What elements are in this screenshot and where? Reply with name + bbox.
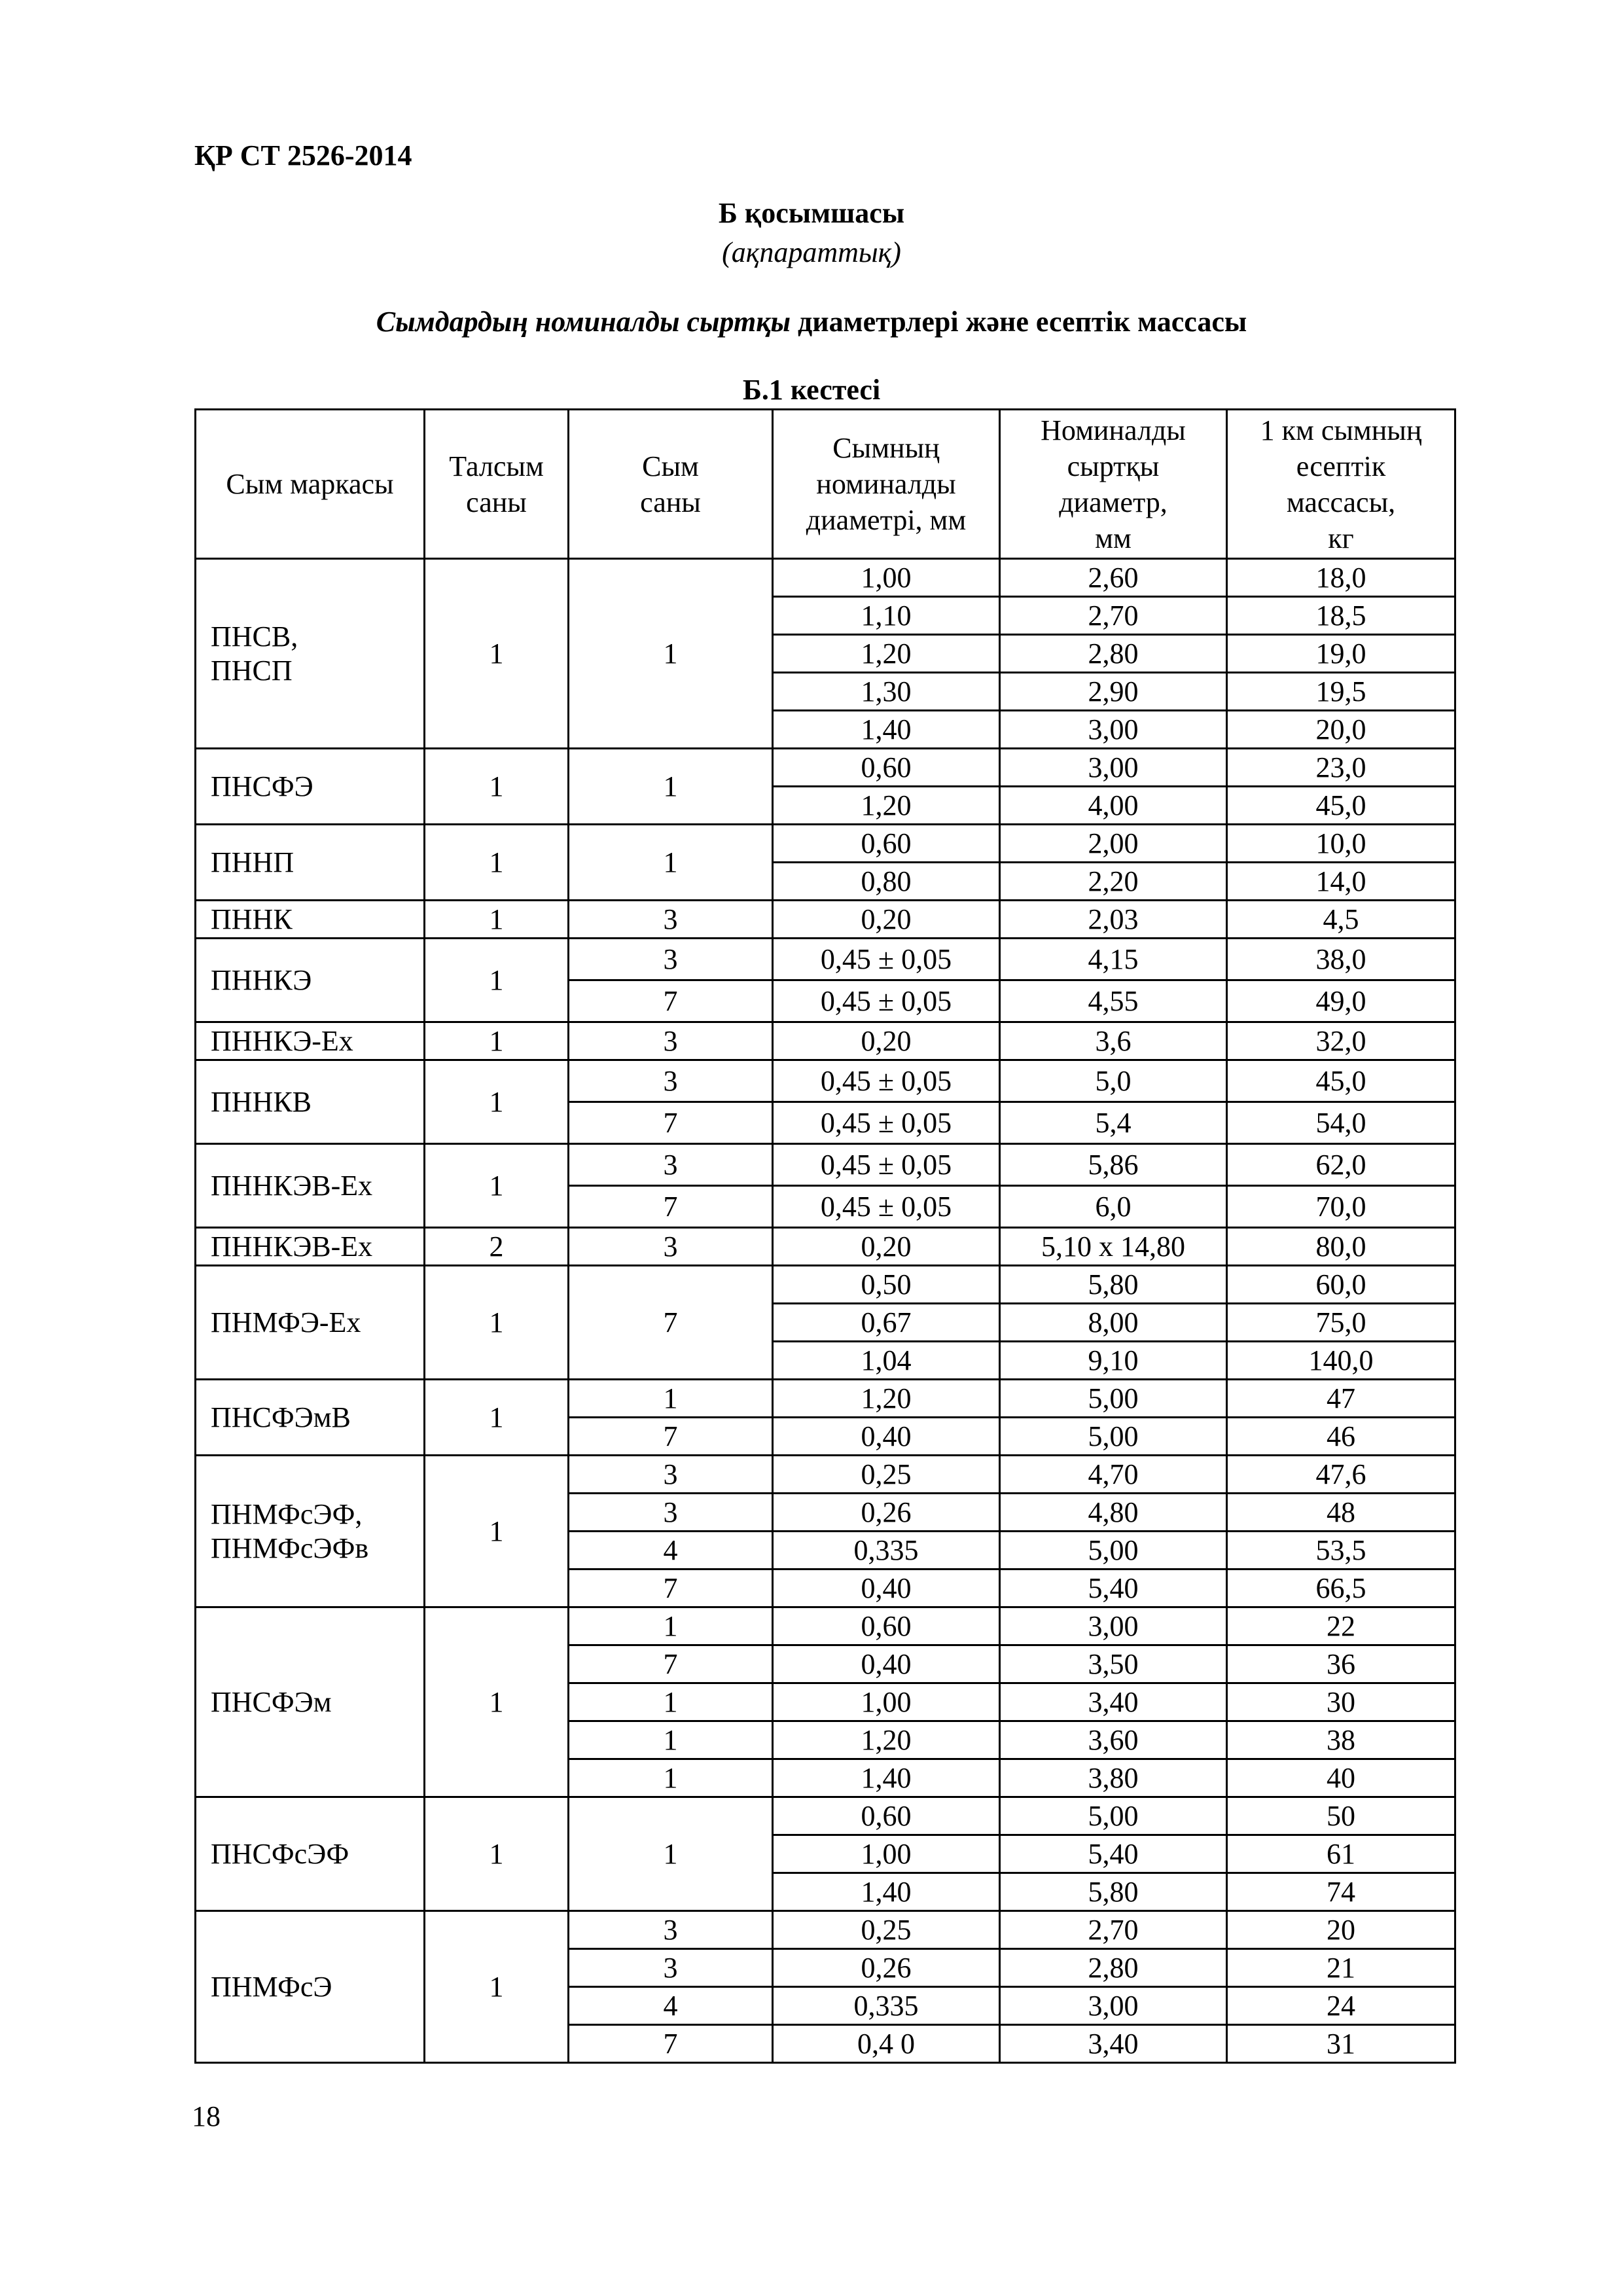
header-wires xyxy=(569,410,773,559)
cell-mass: 32,0 xyxy=(1227,1022,1455,1060)
header-outer-diameter xyxy=(1000,410,1227,559)
cell-wire-diameter: 0,45 ± 0,05 xyxy=(773,939,1000,980)
cell-outer-diameter: 2,60 xyxy=(1000,559,1227,597)
cell-wires: 3 xyxy=(569,1494,773,1532)
cell-outer-diameter: 3,00 xyxy=(1000,1607,1227,1645)
cell-wires: 1 xyxy=(569,1607,773,1645)
table-row xyxy=(196,1022,1455,1060)
cell-outer-diameter: 5,00 xyxy=(1000,1532,1227,1570)
cell-mass: 48 xyxy=(1227,1494,1455,1532)
cell-mass: 61 xyxy=(1227,1835,1455,1873)
cell-wire-diameter: 0,45 ± 0,05 xyxy=(773,980,1000,1022)
cell-wire-diameter: 0,4 0 xyxy=(773,2025,1000,2063)
table-row xyxy=(196,1380,1455,1418)
cell-mass: 21 xyxy=(1227,1949,1455,1987)
table-row xyxy=(196,939,1455,980)
cell-wires: 7 xyxy=(569,1645,773,1683)
title-bold-part: диаметрлері және есептік массасы xyxy=(798,306,1247,338)
cell-outer-diameter: 2,03 xyxy=(1000,901,1227,939)
cell-mass: 47 xyxy=(1227,1380,1455,1418)
cell-mass: 14,0 xyxy=(1227,863,1455,901)
cell-wire-diameter: 1,20 xyxy=(773,1721,1000,1759)
cell-outer-diameter: 5,00 xyxy=(1000,1418,1227,1456)
cell-brand xyxy=(196,1022,425,1060)
cell-wires: 1 xyxy=(569,749,773,825)
cell-wire-diameter: 0,40 xyxy=(773,1645,1000,1683)
cell-mass: 22 xyxy=(1227,1607,1455,1645)
cell-mass: 10,0 xyxy=(1227,825,1455,863)
header-line: мм xyxy=(1095,522,1132,554)
cell-mass: 54,0 xyxy=(1227,1102,1455,1144)
cell-wires: 3 xyxy=(569,1022,773,1060)
brand-line: ПНМФсЭ xyxy=(211,1970,332,2003)
cell-wire-diameter: 1,30 xyxy=(773,673,1000,711)
cell-mass: 80,0 xyxy=(1227,1228,1455,1266)
cell-brand xyxy=(196,1060,425,1144)
cell-brand xyxy=(196,901,425,939)
brand-line: ПННКЭВ-Ех xyxy=(211,1230,373,1263)
cell-wire-diameter: 0,60 xyxy=(773,1607,1000,1645)
cell-brand xyxy=(196,1797,425,1911)
cell-outer-diameter: 5,4 xyxy=(1000,1102,1227,1144)
cell-wire-diameter: 1,00 xyxy=(773,559,1000,597)
cell-mass: 4,5 xyxy=(1227,901,1455,939)
table-row xyxy=(196,901,1455,939)
cell-wires: 1 xyxy=(569,559,773,749)
cell-wires: 7 xyxy=(569,1102,773,1144)
header-strands xyxy=(425,410,569,559)
cell-outer-diameter: 2,20 xyxy=(1000,863,1227,901)
cell-brand xyxy=(196,825,425,901)
brand-line: ПННКЭВ-Ех xyxy=(211,1169,373,1202)
cell-mass: 60,0 xyxy=(1227,1266,1455,1304)
header-line: 1 км сымның xyxy=(1260,414,1422,446)
table-row xyxy=(196,1797,1455,1835)
annex-title: Б қосымшасы xyxy=(718,197,905,229)
cell-wires: 3 xyxy=(569,1456,773,1494)
cell-wire-diameter: 0,45 ± 0,05 xyxy=(773,1144,1000,1186)
cell-mass: 66,5 xyxy=(1227,1570,1455,1607)
table-row xyxy=(196,825,1455,863)
cell-strands: 1 xyxy=(425,1607,569,1797)
cell-mass: 47,6 xyxy=(1227,1456,1455,1494)
cell-brand xyxy=(196,559,425,749)
cell-wires: 1 xyxy=(569,825,773,901)
cell-strands: 1 xyxy=(425,559,569,749)
cell-wire-diameter: 0,50 xyxy=(773,1266,1000,1304)
cell-wires: 4 xyxy=(569,1987,773,2025)
brand-line: ПНСВ, xyxy=(211,620,298,653)
cell-mass: 75,0 xyxy=(1227,1304,1455,1342)
cell-strands: 1 xyxy=(425,1022,569,1060)
cell-outer-diameter: 5,80 xyxy=(1000,1873,1227,1911)
cell-mass: 70,0 xyxy=(1227,1186,1455,1228)
cell-strands: 1 xyxy=(425,1380,569,1456)
header-line: саны xyxy=(466,486,527,518)
cell-wire-diameter: 0,45 ± 0,05 xyxy=(773,1186,1000,1228)
cell-wires: 4 xyxy=(569,1532,773,1570)
header-line: Талсым xyxy=(449,450,544,482)
cell-wire-diameter: 1,20 xyxy=(773,787,1000,825)
wire-diameter-mass-table xyxy=(194,408,1456,2064)
cell-brand xyxy=(196,939,425,1022)
brand-line: ПННКЭ-Ех xyxy=(211,1024,353,1057)
annex-type: (ақпараттық) xyxy=(722,236,901,268)
cell-mass: 50 xyxy=(1227,1797,1455,1835)
brand-line: ПННКВ xyxy=(211,1085,312,1118)
cell-brand xyxy=(196,1911,425,2063)
header-line: есептік xyxy=(1296,450,1386,482)
cell-wires: 3 xyxy=(569,1060,773,1102)
table-header-row xyxy=(196,410,1455,559)
header-line: сыртқы xyxy=(1067,450,1160,482)
cell-wire-diameter: 1,20 xyxy=(773,1380,1000,1418)
cell-wires: 3 xyxy=(569,1228,773,1266)
cell-wire-diameter: 0,20 xyxy=(773,1022,1000,1060)
cell-outer-diameter: 3,40 xyxy=(1000,2025,1227,2063)
cell-mass: 18,5 xyxy=(1227,597,1455,635)
cell-mass: 62,0 xyxy=(1227,1144,1455,1186)
cell-outer-diameter: 2,90 xyxy=(1000,673,1227,711)
cell-outer-diameter: 5,00 xyxy=(1000,1797,1227,1835)
cell-outer-diameter: 5,86 xyxy=(1000,1144,1227,1186)
cell-wire-diameter: 0,20 xyxy=(773,1228,1000,1266)
cell-outer-diameter: 4,15 xyxy=(1000,939,1227,980)
cell-outer-diameter: 2,70 xyxy=(1000,597,1227,635)
header-line: саны xyxy=(640,486,701,518)
cell-strands: 1 xyxy=(425,1144,569,1228)
cell-wire-diameter: 1,40 xyxy=(773,1759,1000,1797)
cell-mass: 53,5 xyxy=(1227,1532,1455,1570)
cell-mass: 24 xyxy=(1227,1987,1455,2025)
cell-strands: 1 xyxy=(425,825,569,901)
cell-wire-diameter: 1,10 xyxy=(773,597,1000,635)
cell-outer-diameter: 5,40 xyxy=(1000,1570,1227,1607)
cell-wire-diameter: 0,67 xyxy=(773,1304,1000,1342)
cell-outer-diameter: 3,00 xyxy=(1000,1987,1227,2025)
cell-wire-diameter: 0,25 xyxy=(773,1456,1000,1494)
cell-wires: 1 xyxy=(569,1759,773,1797)
table-row xyxy=(196,1911,1455,1949)
cell-wire-diameter: 0,25 xyxy=(773,1911,1000,1949)
cell-wire-diameter: 1,04 xyxy=(773,1342,1000,1380)
table-row xyxy=(196,1060,1455,1102)
cell-wire-diameter: 1,20 xyxy=(773,635,1000,673)
table-caption: Б.1 кестесі xyxy=(742,374,881,406)
cell-wires: 1 xyxy=(569,1380,773,1418)
cell-mass: 40 xyxy=(1227,1759,1455,1797)
cell-mass: 19,0 xyxy=(1227,635,1455,673)
standard-code: ҚР СТ 2526-2014 xyxy=(194,139,412,171)
cell-outer-diameter: 3,40 xyxy=(1000,1683,1227,1721)
brand-line: ПНСП xyxy=(211,654,293,687)
cell-mass: 36 xyxy=(1227,1645,1455,1683)
brand-line: ПННКЭ xyxy=(211,963,312,996)
header-mass xyxy=(1227,410,1455,559)
cell-wires: 3 xyxy=(569,901,773,939)
cell-wires: 3 xyxy=(569,939,773,980)
cell-outer-diameter: 5,80 xyxy=(1000,1266,1227,1304)
table-row xyxy=(196,1228,1455,1266)
cell-mass: 19,5 xyxy=(1227,673,1455,711)
cell-wires: 7 xyxy=(569,1186,773,1228)
cell-outer-diameter: 3,50 xyxy=(1000,1645,1227,1683)
cell-wire-diameter: 0,40 xyxy=(773,1418,1000,1456)
cell-wire-diameter: 0,60 xyxy=(773,825,1000,863)
cell-outer-diameter: 5,00 xyxy=(1000,1380,1227,1418)
cell-wire-diameter: 0,26 xyxy=(773,1494,1000,1532)
cell-wires: 7 xyxy=(569,1266,773,1380)
brand-line: ПННК xyxy=(211,903,293,935)
cell-brand xyxy=(196,1456,425,1607)
cell-wire-diameter: 0,40 xyxy=(773,1570,1000,1607)
cell-wires: 3 xyxy=(569,1911,773,1949)
cell-mass: 45,0 xyxy=(1227,787,1455,825)
cell-wire-diameter: 0,26 xyxy=(773,1949,1000,1987)
header-line: диаметрі, мм xyxy=(806,504,967,536)
cell-mass: 23,0 xyxy=(1227,749,1455,787)
cell-outer-diameter: 6,0 xyxy=(1000,1186,1227,1228)
cell-mass: 46 xyxy=(1227,1418,1455,1456)
brand-line: ПНМФЭ-Ех xyxy=(211,1306,361,1338)
cell-wires: 7 xyxy=(569,1570,773,1607)
document-title xyxy=(0,302,1623,342)
cell-mass: 18,0 xyxy=(1227,559,1455,597)
title-italic-part: Сымдардың номиналды сыртқы xyxy=(376,306,791,338)
cell-wire-diameter: 0,80 xyxy=(773,863,1000,901)
cell-outer-diameter: 3,80 xyxy=(1000,1759,1227,1797)
cell-wires: 7 xyxy=(569,980,773,1022)
cell-wires: 1 xyxy=(569,1721,773,1759)
cell-outer-diameter: 3,6 xyxy=(1000,1022,1227,1060)
cell-strands: 1 xyxy=(425,901,569,939)
brand-line: ПННП xyxy=(211,846,294,878)
cell-outer-diameter: 2,80 xyxy=(1000,635,1227,673)
cell-outer-diameter: 4,70 xyxy=(1000,1456,1227,1494)
cell-brand xyxy=(196,1380,425,1456)
cell-wire-diameter: 0,335 xyxy=(773,1987,1000,2025)
cell-brand xyxy=(196,1607,425,1797)
header-line: диаметр, xyxy=(1059,486,1168,518)
cell-mass: 45,0 xyxy=(1227,1060,1455,1102)
cell-strands: 1 xyxy=(425,1266,569,1380)
page-number: 18 xyxy=(192,2100,221,2132)
cell-outer-diameter: 8,00 xyxy=(1000,1304,1227,1342)
cell-strands: 2 xyxy=(425,1228,569,1266)
cell-brand xyxy=(196,1144,425,1228)
header-line: Сымның xyxy=(832,432,940,464)
cell-mass: 20 xyxy=(1227,1911,1455,1949)
cell-outer-diameter: 2,70 xyxy=(1000,1911,1227,1949)
header-line: Сым xyxy=(642,450,699,482)
cell-wire-diameter: 0,60 xyxy=(773,1797,1000,1835)
cell-mass: 30 xyxy=(1227,1683,1455,1721)
cell-wire-diameter: 0,335 xyxy=(773,1532,1000,1570)
cell-wires: 3 xyxy=(569,1144,773,1186)
cell-outer-diameter: 5,40 xyxy=(1000,1835,1227,1873)
cell-brand xyxy=(196,749,425,825)
cell-strands: 1 xyxy=(425,1797,569,1911)
cell-outer-diameter: 3,60 xyxy=(1000,1721,1227,1759)
cell-wire-diameter: 1,40 xyxy=(773,711,1000,749)
cell-mass: 38 xyxy=(1227,1721,1455,1759)
cell-wire-diameter: 0,20 xyxy=(773,901,1000,939)
cell-mass: 20,0 xyxy=(1227,711,1455,749)
cell-brand xyxy=(196,1228,425,1266)
cell-mass: 49,0 xyxy=(1227,980,1455,1022)
cell-outer-diameter: 3,00 xyxy=(1000,711,1227,749)
cell-outer-diameter: 4,00 xyxy=(1000,787,1227,825)
cell-strands: 1 xyxy=(425,939,569,1022)
cell-outer-diameter: 9,10 xyxy=(1000,1342,1227,1380)
cell-outer-diameter: 5,0 xyxy=(1000,1060,1227,1102)
cell-wires: 7 xyxy=(569,2025,773,2063)
table-row xyxy=(196,1456,1455,1494)
header-line: кг xyxy=(1328,522,1354,554)
cell-strands: 1 xyxy=(425,1456,569,1607)
header-line: номиналды xyxy=(816,468,956,500)
brand-line: ПНСФЭм xyxy=(211,1685,332,1718)
brand-line: ПНМФсЭФ, xyxy=(211,1498,363,1530)
cell-mass: 140,0 xyxy=(1227,1342,1455,1380)
brand-line: ПНСФЭмВ xyxy=(211,1401,351,1433)
header-wire-diameter xyxy=(773,410,1000,559)
table-row xyxy=(196,749,1455,787)
cell-strands: 1 xyxy=(425,749,569,825)
brand-line: ПНСФсЭФ xyxy=(211,1837,349,1870)
cell-wires: 7 xyxy=(569,1418,773,1456)
cell-outer-diameter: 3,00 xyxy=(1000,749,1227,787)
cell-strands: 1 xyxy=(425,1060,569,1144)
brand-line: ПНСФЭ xyxy=(211,770,313,802)
cell-strands: 1 xyxy=(425,1911,569,2063)
cell-mass: 38,0 xyxy=(1227,939,1455,980)
cell-wire-diameter: 1,40 xyxy=(773,1873,1000,1911)
cell-outer-diameter: 5,10 х 14,80 xyxy=(1000,1228,1227,1266)
table-body xyxy=(196,559,1455,2063)
header-line: массасы, xyxy=(1286,486,1396,518)
header-line: Номиналды xyxy=(1041,414,1186,446)
table-row xyxy=(196,1266,1455,1304)
table-row xyxy=(196,1607,1455,1645)
cell-outer-diameter: 4,55 xyxy=(1000,980,1227,1022)
cell-outer-diameter: 2,80 xyxy=(1000,1949,1227,1987)
cell-wire-diameter: 0,60 xyxy=(773,749,1000,787)
table-row xyxy=(196,559,1455,597)
cell-wire-diameter: 0,45 ± 0,05 xyxy=(773,1102,1000,1144)
header-brand: Сым маркасы xyxy=(196,410,425,559)
cell-mass: 74 xyxy=(1227,1873,1455,1911)
cell-outer-diameter: 4,80 xyxy=(1000,1494,1227,1532)
cell-wires: 1 xyxy=(569,1683,773,1721)
cell-mass: 31 xyxy=(1227,2025,1455,2063)
cell-wire-diameter: 0,45 ± 0,05 xyxy=(773,1060,1000,1102)
table-row xyxy=(196,1144,1455,1186)
brand-line: ПНМФсЭФв xyxy=(211,1532,369,1564)
cell-wires: 3 xyxy=(569,1949,773,1987)
cell-wire-diameter: 1,00 xyxy=(773,1835,1000,1873)
cell-wire-diameter: 1,00 xyxy=(773,1683,1000,1721)
cell-brand xyxy=(196,1266,425,1380)
cell-wires: 1 xyxy=(569,1797,773,1911)
cell-outer-diameter: 2,00 xyxy=(1000,825,1227,863)
